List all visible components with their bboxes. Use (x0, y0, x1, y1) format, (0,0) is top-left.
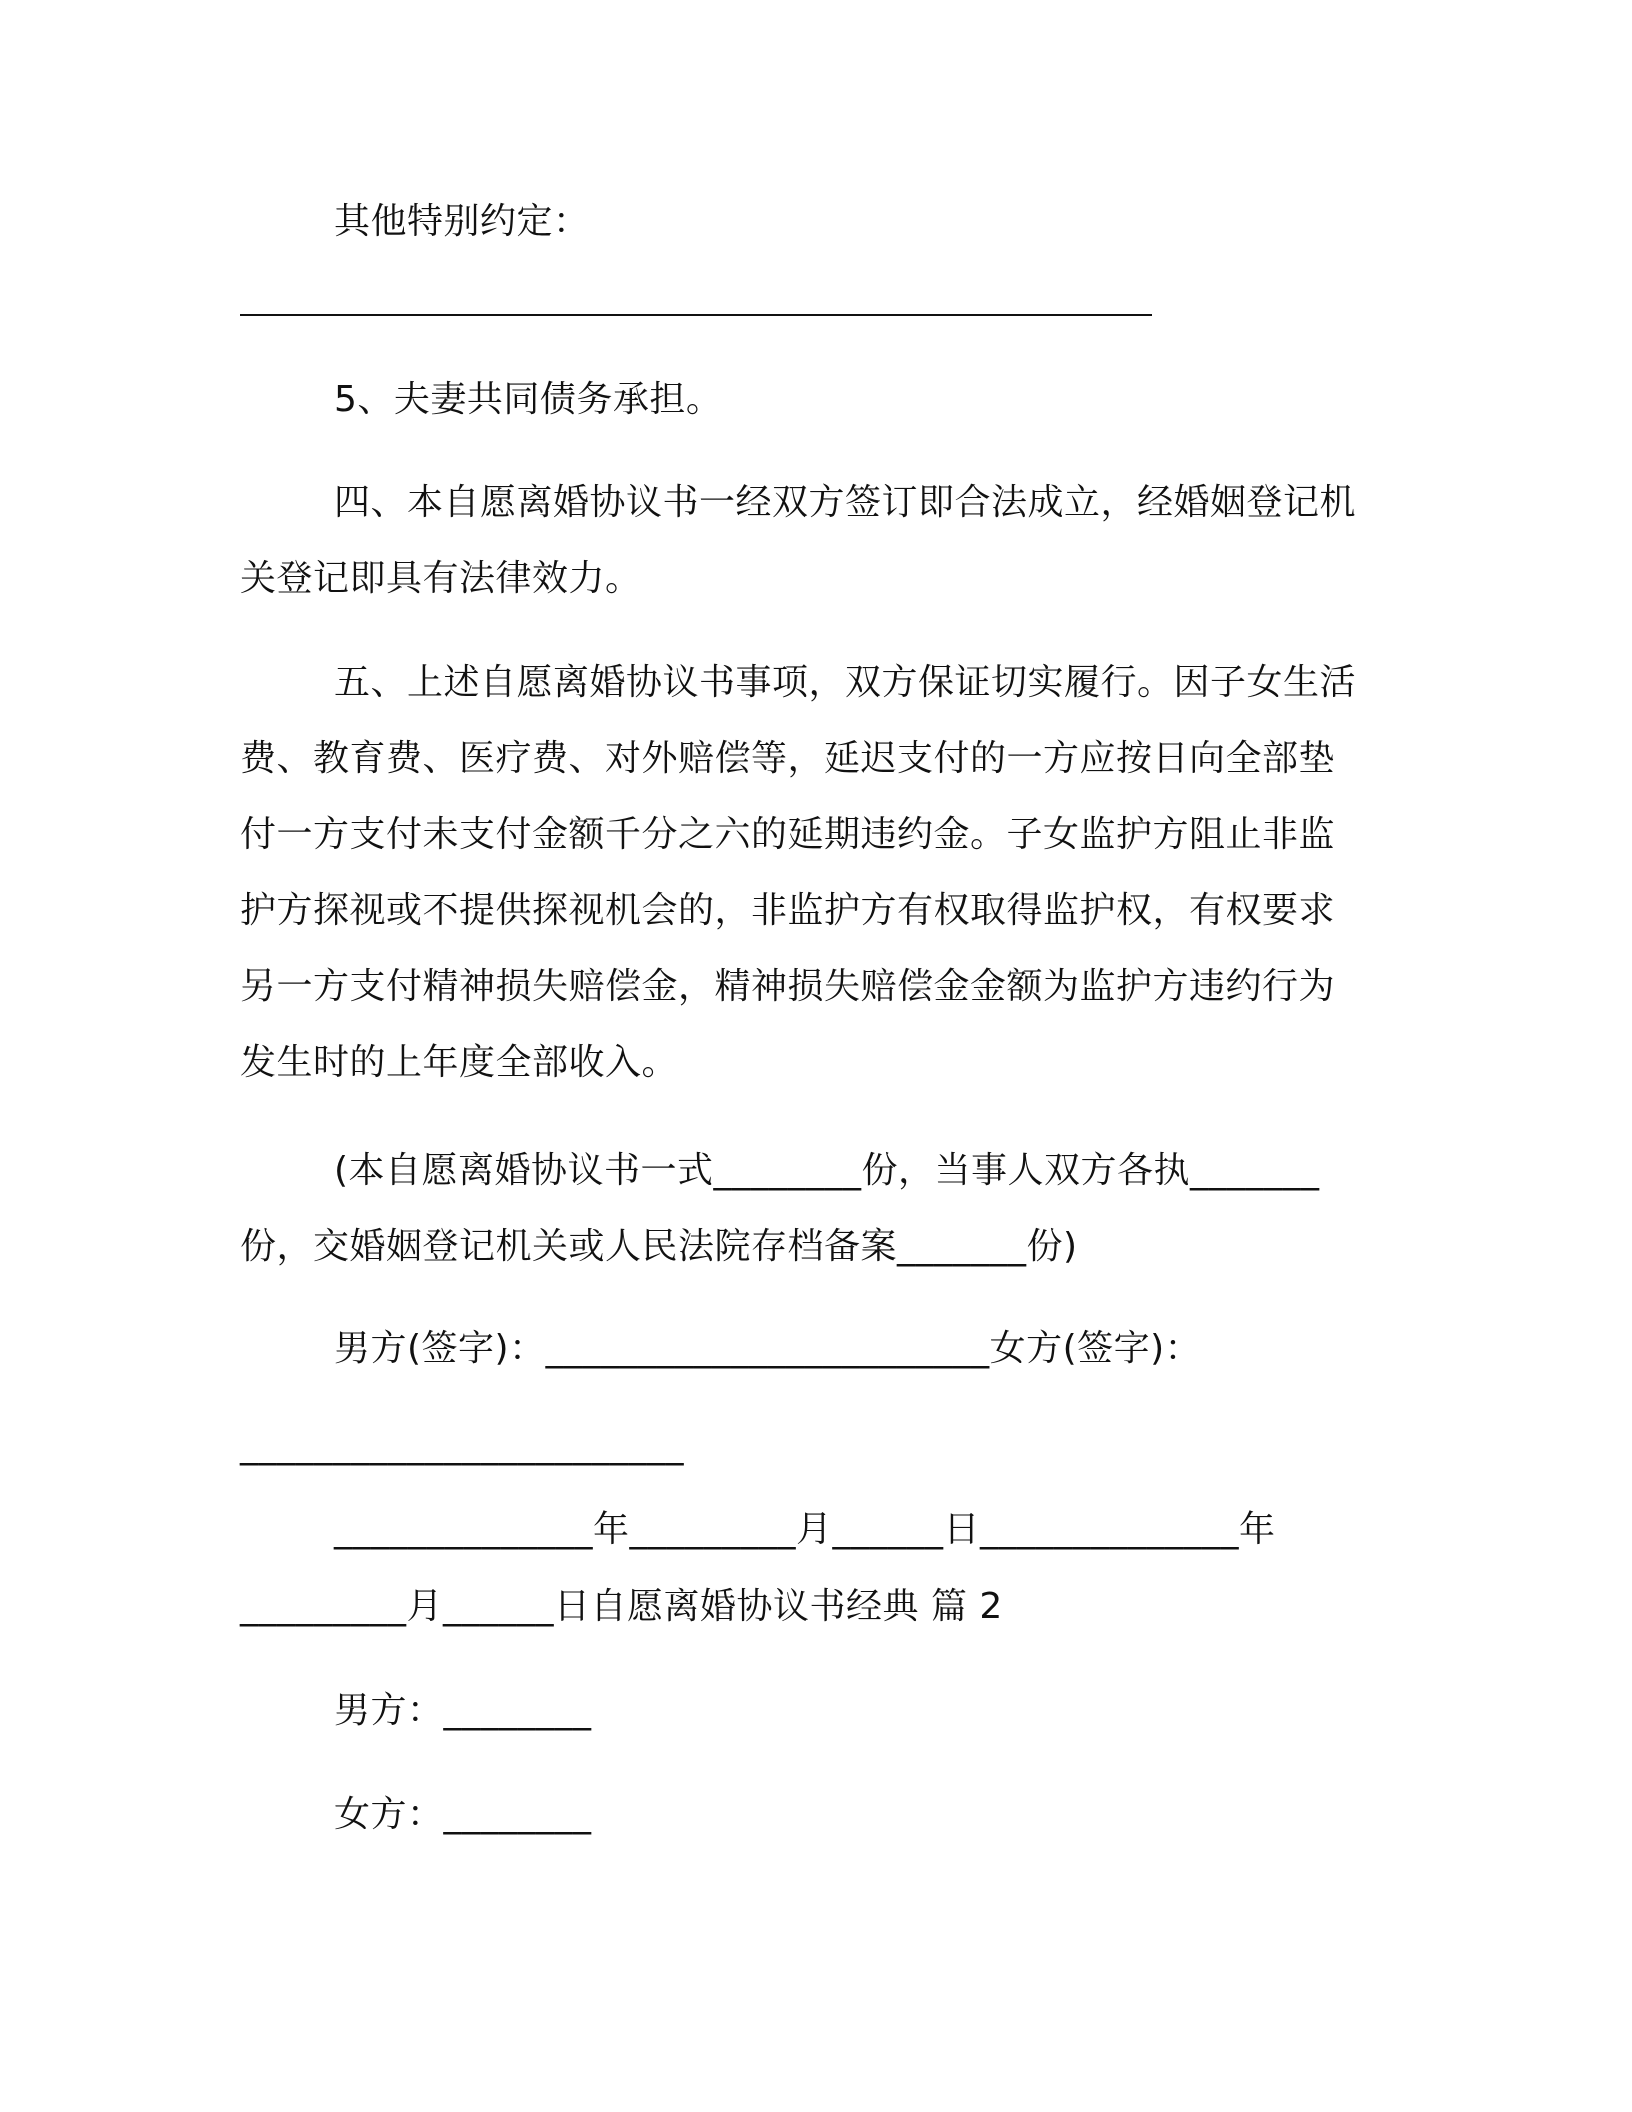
date-line-2-heading: _________月______日自愿离婚协议书经典 篇 2 (240, 1586, 1003, 1627)
clause-5-line-6: 发生时的上年度全部收入。 (240, 1042, 679, 1083)
clause-5-line-5: 另一方支付精神损失赔偿金，精神损失赔偿金金额为监护方违约行为 (240, 966, 1336, 1007)
clause-4-line-1: 四、本自愿离婚协议书一经双方签订即合法成立，经婚姻登记机 (334, 482, 1357, 523)
item-5-debt: 5、夫妻共同债务承担。 (334, 379, 723, 420)
signature-line-1: 男方(签字)：________________________女方(签字)： (334, 1328, 1202, 1369)
female-party-line: 女方：________ (334, 1794, 592, 1835)
clause-4-line-2: 关登记即具有法律效力。 (240, 558, 642, 599)
signature-line-2: ________________________ (240, 1425, 684, 1466)
clause-5-line-2: 费、教育费、医疗费、对外赔偿等，延迟支付的一方应按日向全部垫 (240, 738, 1336, 779)
date-line-1: ______________年_________月______日______________年 (334, 1509, 1276, 1550)
male-party-line: 男方：________ (334, 1690, 592, 1731)
copies-line-1: (本自愿离婚协议书一式________份，当事人双方各执_______ (334, 1150, 1320, 1191)
special-terms-label: 其他特别约定： (334, 201, 590, 242)
clause-5-line-4: 护方探视或不提供探视机会的，非监护方有权取得监护权，有权要求 (240, 890, 1336, 931)
clause-5-line-1: 五、上述自愿离婚协议书事项，双方保证切实履行。因子女生活 (334, 662, 1357, 703)
special-terms-blank-line (240, 314, 1152, 316)
clause-5-line-3: 付一方支付未支付金额千分之六的延期违约金。子女监护方阻止非监 (240, 814, 1336, 855)
copies-line-2: 份，交婚姻登记机关或人民法院存档备案_______份) (240, 1226, 1078, 1267)
